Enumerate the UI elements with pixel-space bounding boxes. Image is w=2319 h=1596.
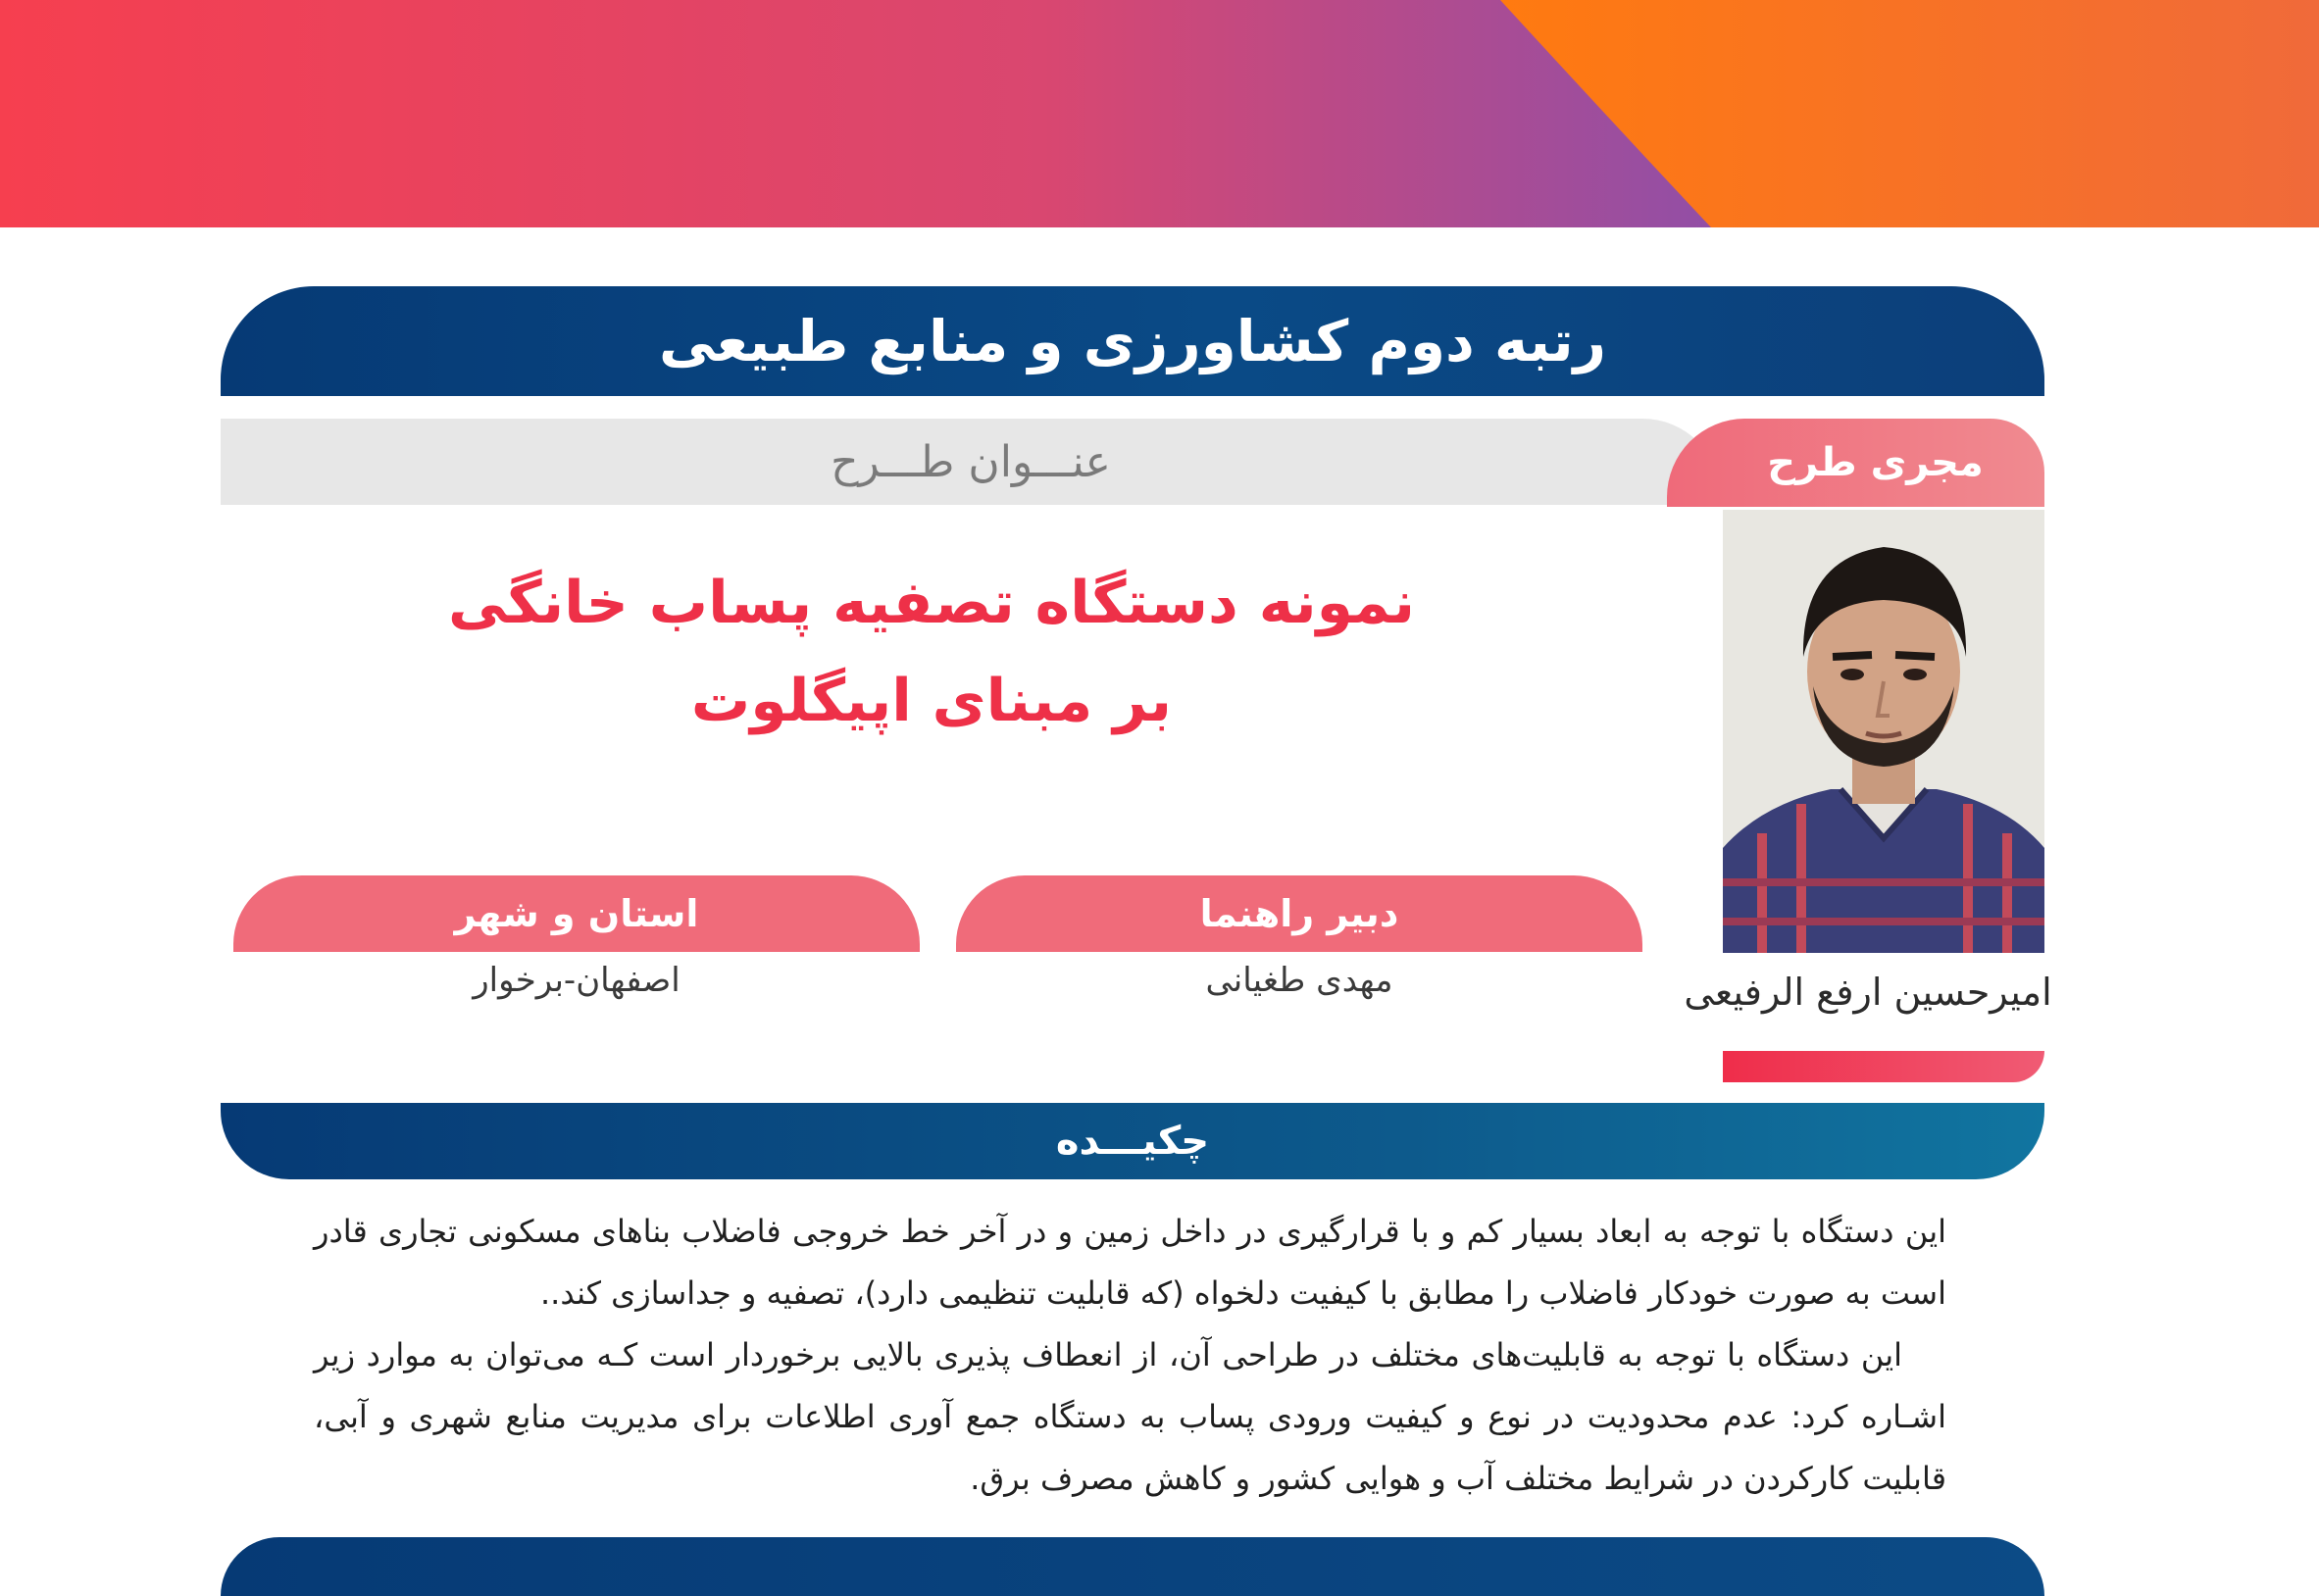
top-banner bbox=[0, 0, 2319, 227]
advisor-label-pill bbox=[956, 875, 1642, 952]
abstract-title: چکیـــده bbox=[1055, 1119, 1210, 1164]
executor-photo bbox=[1723, 510, 2044, 953]
executor-tab bbox=[1667, 419, 2044, 507]
project-title bbox=[245, 554, 1618, 750]
abstract-header-bar bbox=[221, 1103, 2044, 1179]
project-title-label: عنـــوان طـــرح bbox=[831, 436, 1111, 487]
abstract-paragraph-1: این دستگاه با توجه به ابعاد بسیار کم و با قرارگیری در داخل زمین و در آخر خط خروجی فاضلاب بناهای مسکونی تجاری قادر است به صورت خودکار فاضلاب را مطابق با کیفیت دلخواه (که قابلیت تنظیمی دارد)، تصفیه و جداسازی کند.. bbox=[314, 1213, 1946, 1312]
project-title-line-2: بر مبنای اپیگلوت bbox=[690, 667, 1173, 735]
advisor-name: مهدی طغیانی bbox=[1205, 961, 1393, 1000]
province-city: اصفهان-برخوار bbox=[473, 961, 681, 1000]
province-label: استان و شهر bbox=[454, 892, 699, 935]
executor-name: امیرحسین ارفع الرفیعی bbox=[1684, 971, 2052, 1014]
province-label-pill bbox=[233, 875, 920, 952]
executor-label: مجری طرح bbox=[1767, 440, 1984, 485]
executor-name-underline bbox=[1723, 1051, 2044, 1082]
rank-title: رتبه دوم کشاورزی و منابع طبیعی bbox=[658, 308, 1607, 374]
abstract-paragraph-2: این دستگاه با توجه به قابلیت‌های مختلف در طراحی آن، از انعطاف پذیری بالایی برخوردار است کـه می‌توان به موارد زیر اشـاره کرد: عدم محدودیت در نوع و کیفیت ورودی پساب به دستگاه جمع آوری اطلاعات برای مدیریت منابع شهری و آبی، قابلیت کارکردن در شرایط مختلف آب و هوایی کشور و کاهش مصرف برق. bbox=[314, 1336, 1946, 1497]
abstract-body bbox=[314, 1201, 1946, 1510]
bottom-section-bar bbox=[221, 1537, 2044, 1596]
advisor-label: دبیر راهنما bbox=[1199, 892, 1399, 935]
project-title-line-1: نمونه دستگاه تصفیه پساب خانگی bbox=[448, 569, 1415, 637]
project-title-label-bar bbox=[221, 419, 1721, 505]
rank-header-bar bbox=[221, 286, 2044, 396]
